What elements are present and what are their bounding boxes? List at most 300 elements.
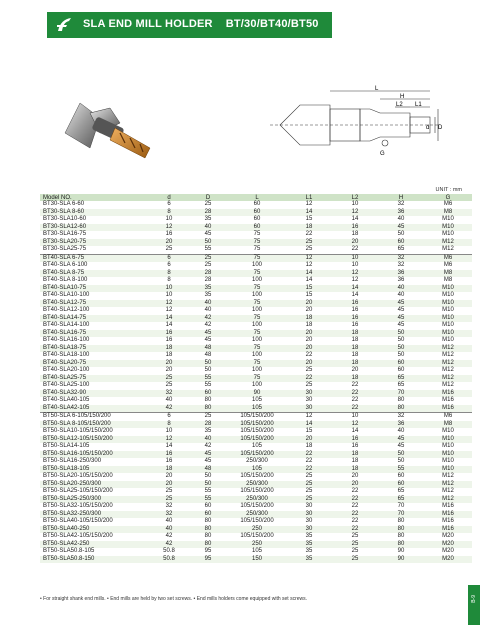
- table-row: [40, 322, 472, 330]
- spec-cell: 22: [351, 488, 359, 494]
- spec-cell: 30: [286, 511, 332, 519]
- spec-cell: 25: [332, 541, 378, 549]
- spec-cell: 14: [351, 216, 359, 222]
- spec-cell: M6: [443, 413, 453, 419]
- table-row: [40, 231, 472, 239]
- spec-cell: 50.8: [163, 548, 175, 554]
- model-number-cell: BT40-SLA10-75: [40, 285, 150, 293]
- spec-cell: 18: [305, 322, 313, 328]
- spec-cell: 50.8: [150, 556, 188, 564]
- spec-cell: 50: [378, 345, 424, 353]
- spec-cell: M10: [442, 216, 454, 222]
- table-row: [40, 224, 472, 232]
- spec-cell: 100: [251, 262, 262, 268]
- model-number-cell: BT30-SLA 8-60: [40, 209, 150, 217]
- spec-cell: 20: [150, 239, 188, 247]
- spec-cell: 14: [351, 428, 359, 434]
- spec-table: [40, 194, 472, 563]
- spec-cell: 95: [188, 556, 228, 564]
- spec-cell: M10: [442, 337, 454, 343]
- spec-cell: M10: [424, 300, 472, 308]
- model-number-cell: BT40-SLA18-75: [40, 345, 150, 353]
- table-row: [40, 352, 472, 360]
- spec-cell: M12: [442, 473, 454, 479]
- spec-cell: 35: [204, 216, 212, 222]
- spec-cell: 22: [286, 451, 332, 459]
- spec-cell: 42: [204, 322, 212, 328]
- spec-cell: 80: [188, 405, 228, 413]
- spec-cell: 75: [228, 300, 286, 308]
- model-number-cell: BT40-SLA25-100: [43, 382, 90, 388]
- spec-cell: 80: [378, 541, 424, 549]
- spec-cell: 14: [286, 270, 332, 278]
- spec-cell: M10: [424, 285, 472, 293]
- spec-cell: 25: [286, 246, 332, 254]
- spec-cell: 60: [378, 481, 424, 489]
- spec-cell: 55: [188, 246, 228, 254]
- table-row: [40, 315, 472, 323]
- spec-cell: 35: [204, 292, 212, 298]
- spec-cell: 20: [286, 345, 332, 353]
- spec-cell: 60: [397, 473, 405, 479]
- table-row: [40, 382, 472, 390]
- spec-cell: 22: [286, 466, 332, 474]
- model-number-cell: BT50-SLA14-105: [43, 443, 90, 449]
- spec-cell: 50: [397, 352, 405, 358]
- model-number-cell: BT40-SLA18-100: [43, 352, 90, 358]
- spec-cell: 12: [150, 436, 188, 444]
- column-header: L2: [332, 194, 378, 201]
- spec-cell: 60: [378, 239, 424, 247]
- spec-cell: 16: [150, 451, 188, 459]
- spec-cell: 22: [305, 352, 313, 358]
- spec-cell: 18: [150, 466, 188, 474]
- spec-cell: 10: [351, 201, 359, 207]
- column-header: G: [424, 194, 472, 201]
- spec-cell: M20: [442, 548, 454, 554]
- spec-cell: 80: [397, 397, 405, 403]
- company-logo-icon: [54, 15, 74, 35]
- spec-cell: M16: [442, 518, 454, 524]
- spec-cell: 105: [251, 397, 262, 403]
- spec-cell: 105/150/200: [228, 421, 286, 429]
- spec-cell: M12: [424, 239, 472, 247]
- spec-cell: 15: [286, 285, 332, 293]
- model-number-cell: BT50-SLA 6-105/150/200: [43, 413, 111, 419]
- spec-cell: 22: [351, 397, 359, 403]
- model-number-cell: BT40-SLA16-75: [40, 330, 150, 338]
- spec-cell: 75: [228, 246, 286, 254]
- country-label: TAIWAN: [301, 42, 322, 48]
- spec-cell: 14: [332, 285, 378, 293]
- spec-cell: 18: [332, 345, 378, 353]
- spec-cell: 75: [228, 254, 286, 262]
- spec-cell: 55: [204, 488, 212, 494]
- spec-cell: 70: [378, 390, 424, 398]
- model-number-cell: BT50-SLA12-105/150/200: [40, 436, 150, 444]
- table-row: [40, 330, 472, 338]
- spec-cell: 10: [332, 254, 378, 262]
- spec-cell: 150: [228, 556, 286, 564]
- spec-cell: 25: [150, 375, 188, 383]
- spec-cell: 60: [188, 511, 228, 519]
- spec-cell: 12: [150, 300, 188, 308]
- spec-cell: 45: [204, 337, 212, 343]
- spec-cell: 25: [204, 413, 212, 419]
- table-row: [40, 421, 472, 429]
- spec-cell: 10: [150, 285, 188, 293]
- footnotes: • For straight shank end mills. • End mills are held by two set screws. • End mills holders come equipped with set screws.: [40, 596, 308, 602]
- table-row: [40, 307, 472, 315]
- spec-cell: 25: [286, 239, 332, 247]
- spec-cell: 40: [150, 526, 188, 534]
- table-row: [40, 556, 472, 564]
- model-number-cell: BT30-SLA16-75: [43, 231, 87, 237]
- spec-cell: 100: [251, 277, 262, 283]
- spec-cell: 18: [332, 360, 378, 368]
- spec-cell: 22: [332, 246, 378, 254]
- spec-cell: 22: [332, 526, 378, 534]
- model-number-cell: BT40-SLA25-75: [40, 375, 150, 383]
- spec-cell: 22: [332, 511, 378, 519]
- spec-cell: 6: [150, 254, 188, 262]
- spec-cell: M16: [442, 503, 454, 509]
- spec-cell: 28: [204, 277, 212, 283]
- model-number-cell: BT50-SLA16-105/150/200: [40, 451, 150, 459]
- spec-cell: 40: [188, 436, 228, 444]
- column-header: d: [150, 194, 188, 201]
- spec-cell: 65: [378, 246, 424, 254]
- spec-cell: 14: [286, 421, 332, 429]
- spec-cell: 14: [351, 292, 359, 298]
- spec-cell: 90: [228, 390, 286, 398]
- model-number-cell: BT50-SLA42-105/150/200: [43, 533, 113, 539]
- spec-cell: M10: [442, 231, 454, 237]
- spec-cell: M16: [424, 526, 472, 534]
- table-row: [40, 436, 472, 444]
- table-row: [40, 270, 472, 278]
- spec-cell: 16: [332, 224, 378, 232]
- table-row: [40, 397, 472, 405]
- spec-cell: 50: [397, 231, 405, 237]
- spec-cell: M16: [424, 405, 472, 413]
- column-header: D: [188, 194, 228, 201]
- spec-cell: 25: [286, 481, 332, 489]
- spec-cell: 6: [167, 413, 171, 419]
- spec-cell: 20: [305, 307, 313, 313]
- spec-cell: 15: [305, 428, 313, 434]
- spec-cell: 75: [253, 231, 261, 237]
- spec-cell: 32: [397, 201, 405, 207]
- spec-cell: 18: [286, 315, 332, 323]
- spec-cell: 25: [165, 488, 173, 494]
- spec-cell: 45: [204, 458, 212, 464]
- spec-cell: M6: [443, 262, 453, 268]
- table-row: [40, 541, 472, 549]
- spec-cell: 30: [286, 526, 332, 534]
- model-number-cell: BT40-SLA12-100: [43, 307, 90, 313]
- column-header: L: [228, 194, 286, 201]
- spec-cell: 14: [286, 209, 332, 217]
- table-row: [40, 428, 472, 436]
- spec-cell: 36: [378, 270, 424, 278]
- model-number-cell: BT50-SLA50.8-105: [43, 548, 95, 554]
- spec-cell: 12: [305, 413, 313, 419]
- dim-label-G: G: [380, 151, 385, 157]
- spec-cell: 40: [397, 216, 405, 222]
- spec-cell: 20: [305, 337, 313, 343]
- spec-cell: 40: [397, 428, 405, 434]
- spec-cell: 12: [332, 209, 378, 217]
- table-row: [40, 337, 472, 345]
- spec-cell: 22: [286, 375, 332, 383]
- spec-cell: 105: [251, 443, 262, 449]
- spec-cell: 75: [228, 239, 286, 247]
- model-number-cell: BT50-SLA25-105/150/200: [43, 488, 113, 494]
- spec-cell: 50: [378, 330, 424, 338]
- spec-cell: 28: [188, 421, 228, 429]
- spec-cell: 50: [204, 367, 212, 373]
- spec-cell: 18: [351, 458, 359, 464]
- spec-cell: 22: [351, 503, 359, 509]
- spec-cell: 20: [286, 436, 332, 444]
- spec-cell: 75: [228, 345, 286, 353]
- spec-cell: 60: [378, 360, 424, 368]
- spec-cell: 15: [305, 292, 313, 298]
- spec-cell: 12: [165, 307, 173, 313]
- table-body: [40, 201, 472, 563]
- spec-cell: 30: [305, 503, 313, 509]
- spec-cell: 75: [228, 330, 286, 338]
- spec-cell: 45: [204, 231, 212, 237]
- spec-cell: M12: [424, 345, 472, 353]
- spec-cell: M10: [442, 322, 454, 328]
- spec-cell: 18: [150, 345, 188, 353]
- spec-cell: 105: [251, 548, 262, 554]
- spec-cell: M16: [424, 511, 472, 519]
- spec-cell: 20: [165, 473, 173, 479]
- spec-cell: 42: [204, 443, 212, 449]
- spec-cell: M10: [442, 443, 454, 449]
- spec-cell: 14: [150, 315, 188, 323]
- model-number-cell: BT50-SLA50.8-150: [40, 556, 150, 564]
- table-row: [40, 526, 472, 534]
- spec-cell: 35: [188, 285, 228, 293]
- table-row: [40, 209, 472, 217]
- spec-cell: 22: [305, 231, 313, 237]
- table-row: [40, 239, 472, 247]
- model-number-cell: BT30-SLA10-60: [43, 216, 87, 222]
- spec-cell: M6: [424, 254, 472, 262]
- model-number-cell: BT40-SLA 6-100: [43, 262, 88, 268]
- spec-cell: M10: [442, 458, 454, 464]
- table-row: [40, 300, 472, 308]
- dim-label-L2: L2: [396, 102, 403, 108]
- table-row: [40, 473, 472, 481]
- column-header: Model NO.: [40, 194, 150, 201]
- spec-cell: M12: [442, 367, 454, 373]
- spec-cell: 65: [378, 375, 424, 383]
- spec-cell: 50: [397, 458, 405, 464]
- spec-cell: 35: [204, 428, 212, 434]
- spec-cell: 65: [378, 496, 424, 504]
- table-row: [40, 246, 472, 254]
- spec-cell: 25: [204, 262, 212, 268]
- spec-cell: 18: [286, 224, 332, 232]
- model-number-cell: BT50-SLA 8-105/150/200: [40, 421, 150, 429]
- spec-cell: 14: [165, 443, 173, 449]
- model-number-cell: BT50-SLA10-105/150/200: [43, 428, 113, 434]
- spec-cell: 36: [378, 421, 424, 429]
- spec-cell: 45: [378, 436, 424, 444]
- spec-cell: 40: [378, 285, 424, 293]
- spec-cell: 105/150/200: [240, 503, 274, 509]
- table-row: [40, 503, 472, 511]
- model-number-cell: BT40-SLA12-75: [40, 300, 150, 308]
- spec-cell: 75: [228, 360, 286, 368]
- spec-cell: 28: [188, 209, 228, 217]
- table-row: [40, 451, 472, 459]
- table-row: [40, 216, 472, 224]
- table-row: [40, 488, 472, 496]
- spec-cell: 8: [167, 277, 171, 283]
- page-tab: [468, 585, 480, 625]
- spec-cell: 48: [188, 466, 228, 474]
- spec-cell: M10: [442, 307, 454, 313]
- spec-cell: 95: [204, 548, 212, 554]
- spec-cell: 55: [378, 466, 424, 474]
- spec-cell: 25: [165, 382, 173, 388]
- spec-cell: 105/150/200: [240, 473, 274, 479]
- table-row: [40, 548, 472, 556]
- spec-cell: 12: [332, 270, 378, 278]
- spec-cell: 100: [251, 322, 262, 328]
- spec-cell: 16: [165, 231, 173, 237]
- spec-cell: 25: [150, 496, 188, 504]
- spec-cell: M12: [424, 360, 472, 368]
- spec-cell: 32: [397, 413, 405, 419]
- spec-cell: 18: [305, 443, 313, 449]
- spec-cell: 20: [286, 330, 332, 338]
- spec-cell: M10: [424, 436, 472, 444]
- dim-label-L1: L1: [415, 102, 422, 108]
- spec-cell: M12: [442, 352, 454, 358]
- spec-cell: 40: [188, 300, 228, 308]
- table-row: [40, 390, 472, 398]
- spec-cell: 25: [188, 254, 228, 262]
- spec-cell: 25: [305, 473, 313, 479]
- spec-cell: 14: [165, 322, 173, 328]
- spec-cell: 25: [351, 533, 359, 539]
- spec-cell: 25: [305, 488, 313, 494]
- dim-label-H: H: [400, 94, 405, 100]
- spec-cell: 18: [165, 352, 173, 358]
- model-number-cell: BT40-SLA20-75: [40, 360, 150, 368]
- spec-cell: 250/300: [228, 511, 286, 519]
- dimension-drawing: [270, 85, 445, 175]
- product-photo: [55, 78, 165, 188]
- spec-cell: 90: [397, 548, 405, 554]
- spec-cell: 55: [188, 496, 228, 504]
- page-title: [83, 18, 319, 30]
- spec-cell: 45: [378, 224, 424, 232]
- spec-cell: 80: [188, 541, 228, 549]
- column-header: H: [378, 194, 424, 201]
- spec-cell: 100: [251, 382, 262, 388]
- model-number-cell: BT50-SLA20-250/300: [40, 481, 150, 489]
- spec-cell: 50: [378, 451, 424, 459]
- spec-cell: 22: [332, 390, 378, 398]
- spec-cell: 50: [188, 481, 228, 489]
- spec-cell: 100: [251, 352, 262, 358]
- spec-cell: 12: [332, 421, 378, 429]
- spec-cell: M8: [424, 270, 472, 278]
- spec-cell: 80: [378, 405, 424, 413]
- spec-cell: 45: [378, 300, 424, 308]
- spec-cell: 20: [150, 360, 188, 368]
- table-row: [40, 285, 472, 293]
- spec-cell: 45: [188, 330, 228, 338]
- table-row: [40, 533, 472, 541]
- spec-cell: 32: [397, 262, 405, 268]
- spec-cell: 250: [228, 541, 286, 549]
- spec-cell: 60: [253, 201, 261, 207]
- table-row: [40, 254, 472, 262]
- spec-cell: 20: [351, 473, 359, 479]
- spec-cell: 10: [165, 292, 173, 298]
- spec-cell: 80: [204, 397, 212, 403]
- spec-cell: 60: [204, 503, 212, 509]
- table-row: [40, 262, 472, 270]
- spec-cell: 40: [165, 397, 173, 403]
- spec-cell: 30: [286, 405, 332, 413]
- spec-cell: 45: [397, 307, 405, 313]
- spec-cell: 32: [165, 503, 173, 509]
- spec-cell: 8: [150, 270, 188, 278]
- spec-cell: 10: [165, 428, 173, 434]
- spec-cell: 250/300: [246, 458, 268, 464]
- spec-cell: 25: [351, 548, 359, 554]
- spec-cell: 80: [397, 518, 405, 524]
- model-number-cell: BT30-SLA25-75: [40, 246, 150, 254]
- table-row: [40, 201, 472, 209]
- spec-cell: 18: [351, 337, 359, 343]
- table-row: [40, 518, 472, 526]
- spec-cell: 30: [305, 518, 313, 524]
- model-number-cell: BT50-SLA40-105/150/200: [43, 518, 113, 524]
- spec-cell: 25: [305, 367, 313, 373]
- spec-cell: 25: [204, 201, 212, 207]
- spec-cell: 35: [286, 556, 332, 564]
- table-row: [40, 360, 472, 368]
- spec-cell: 14: [305, 277, 313, 283]
- spec-cell: 30: [305, 397, 313, 403]
- spec-cell: 20: [150, 481, 188, 489]
- spec-cell: 100: [251, 292, 262, 298]
- spec-cell: 55: [188, 375, 228, 383]
- spec-cell: 16: [351, 307, 359, 313]
- model-number-cell: BT40-SLA14-100: [43, 322, 90, 328]
- table-row: [40, 496, 472, 504]
- spec-cell: 20: [351, 367, 359, 373]
- unit-label: UNIT : mm: [435, 187, 462, 193]
- spec-cell: M8: [424, 209, 472, 217]
- spec-cell: 50: [188, 360, 228, 368]
- spec-cell: 65: [397, 382, 405, 388]
- spec-cell: M8: [424, 421, 472, 429]
- spec-cell: 36: [378, 209, 424, 217]
- table-row: [40, 375, 472, 383]
